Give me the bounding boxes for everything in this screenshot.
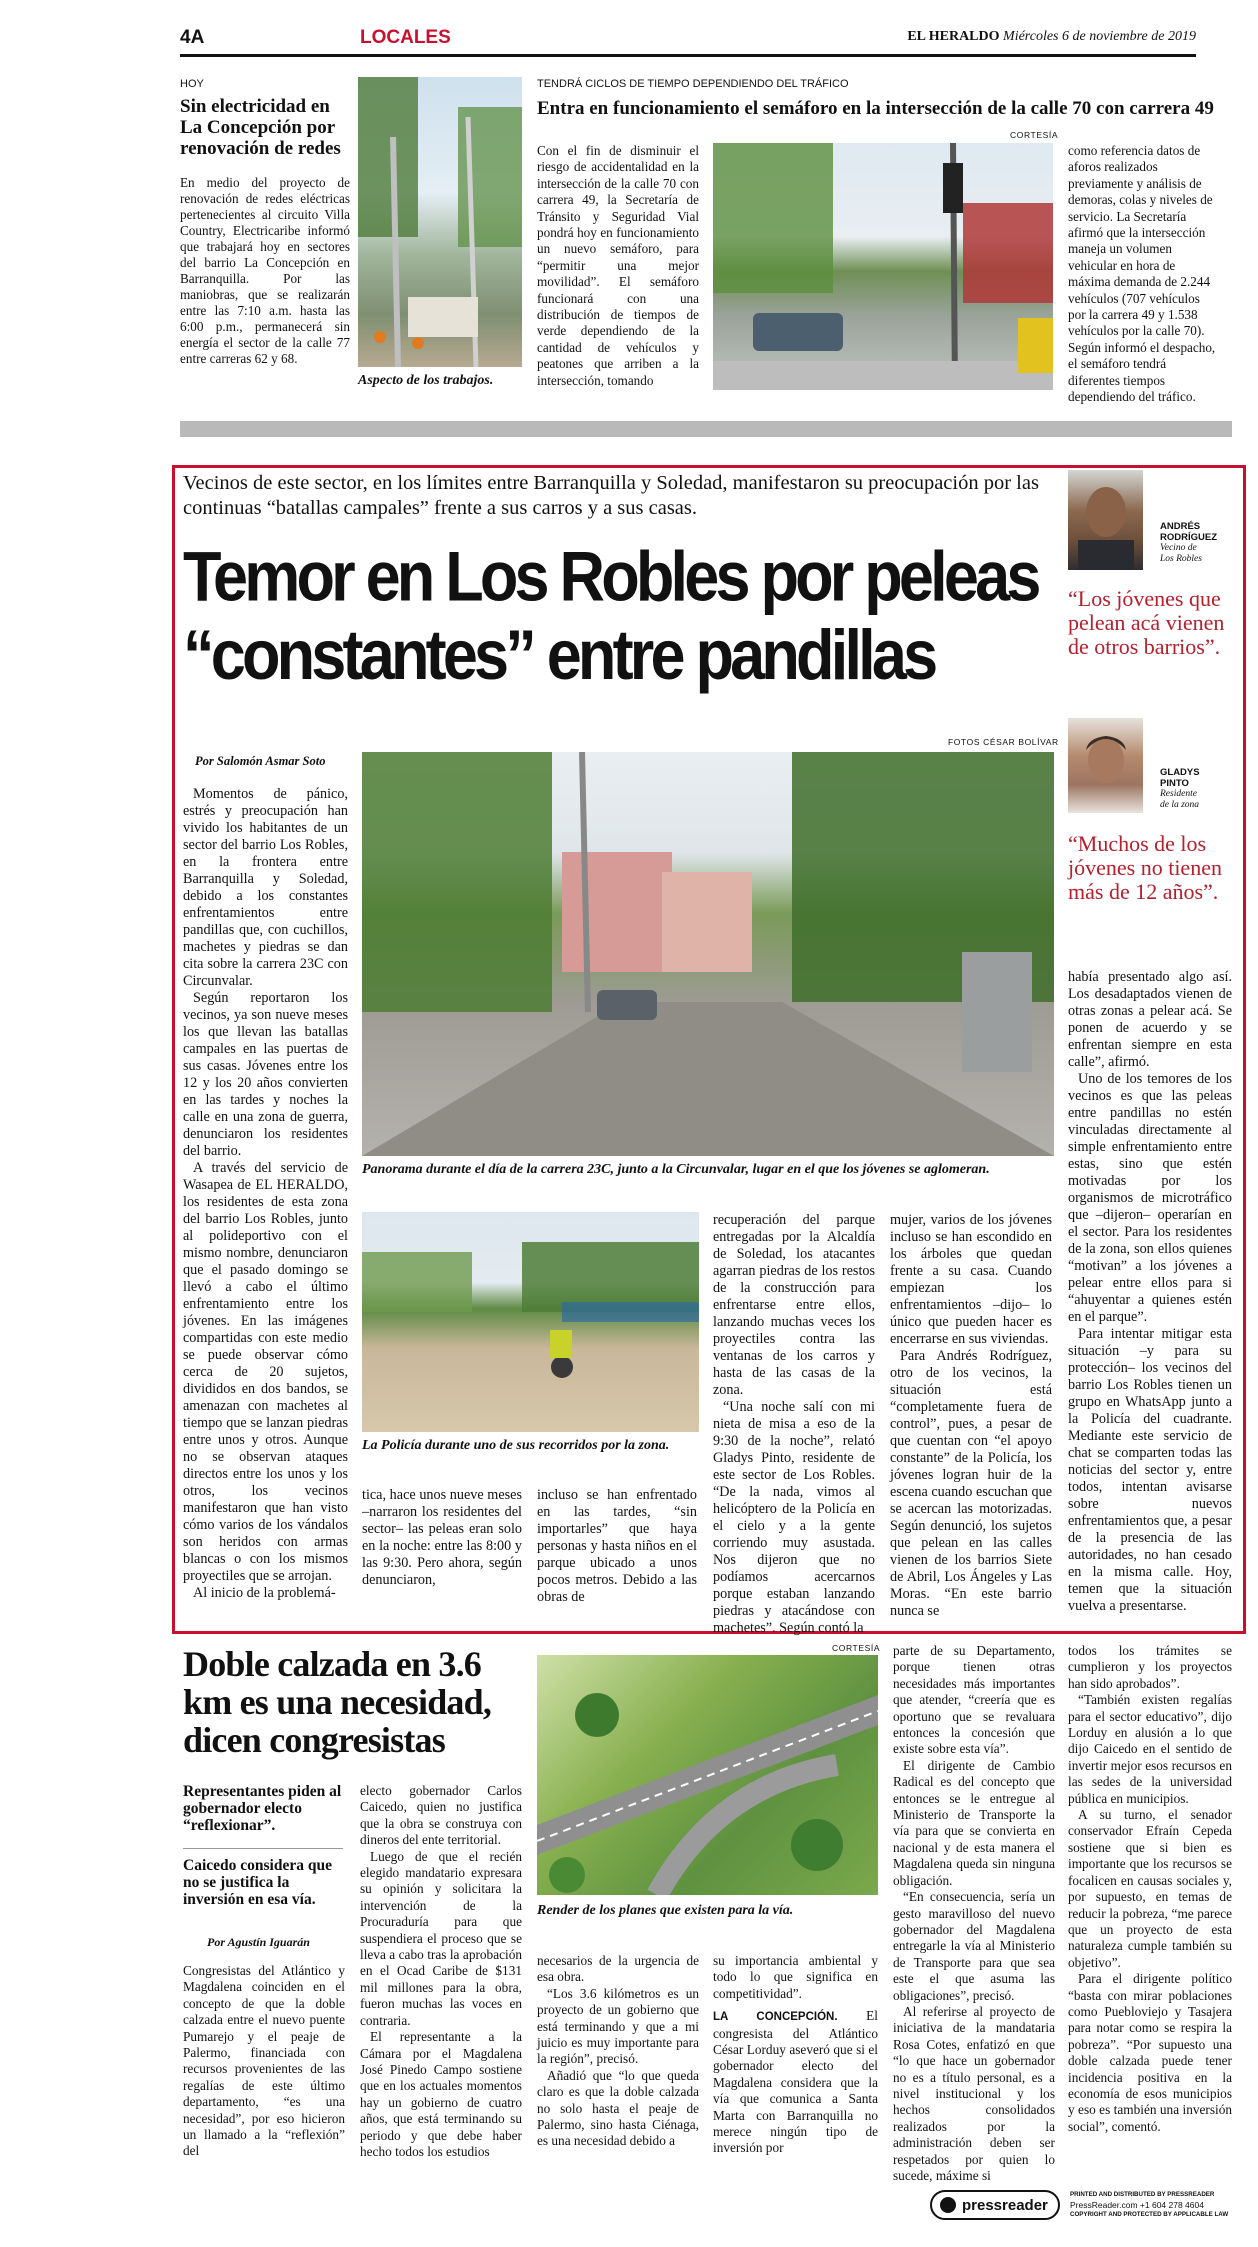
portrait-illustration <box>1068 718 1143 813</box>
main-headline-line2: “constantes” entre pandillas <box>183 616 935 695</box>
main-col4-p2: “Una noche salí con mi nieta de misa a eso de la 9:30 de la noche”, relató Gladys Pinto, residente de este sector de Los Robles. “De la nada, vimos al helicóptero de la Policía en el cielo y a la gente corriendo muy asustada. Nos dijeron que no podíamos acercarnos porque estaban lanzando piedras y atacándose con machetes”. Según contó la <box>713 1399 875 1636</box>
edition-date: Miércoles 6 de noviembre de 2019 <box>1003 29 1196 44</box>
bottom-photo-credit: CORTESÍA <box>832 1643 881 1653</box>
main-col6-p2: Uno de los temores de los vecinos es que las peleas entre pandillas no estén vinculadas directamente al simple enfrentamiento entre estas, sino que estén motivadas por los organismos de microtráfico que –dijeron– operarían en el sector. Para los residentes de la zona, son ellos quienes “motivan” a los jóvenes a pelear entre ellos para si “ahuyentar a quienes estén en el parque”. <box>1068 1071 1232 1325</box>
main-col6-p1: había presentado algo así. Los desadaptados vienen de otras zonas a pelear acá. Se ponen de acuerdo y se enfrentan siempre en esta calle”, afirmó. <box>1068 969 1232 1070</box>
road-render-photo <box>537 1655 878 1895</box>
story-power-kicker: HOY <box>180 78 204 90</box>
quote1-role-line2: Los Robles <box>1160 554 1202 564</box>
bottom-col6 <box>1068 1643 1232 2135</box>
bottom-col1 <box>183 1963 345 2160</box>
bottom-story-headline: Doble calzada en 3.6 km es una necesidad, dicen congresistas <box>183 1644 492 1760</box>
bottom-byline: Por Agustín Iguarán <box>207 1935 310 1949</box>
main-col2 <box>362 1487 522 1589</box>
pressreader-line1: PRINTED AND DISTRIBUTED BY PRESSREADER <box>1070 2191 1215 2198</box>
main-col4-p1: recuperación del parque entregadas por la Alcaldía de Soledad, los atacantes agarran piedras de los restos de la construcción para enfrentarse entre ellos, lanzando muchas veces los proyectiles contra las ventanas de los carros y hasta de las casas de la zona. <box>713 1212 875 1398</box>
quote2-name-line2: PINTO <box>1160 778 1189 789</box>
story-power-headline: Sin electricidad en La Concepción por renovación de redes <box>180 96 341 159</box>
quote2-role-line2: de la zona <box>1160 800 1200 810</box>
pressreader-icon <box>940 2197 956 2213</box>
power-works-illustration <box>358 77 522 367</box>
street-scene-illustration <box>362 752 1054 1156</box>
main-col5-p1: mujer, varios de los jóvenes incluso se han escondido en los árboles que quedan frente a su casa. Cuando empiezan los enfrentamientos –dijo– lo único que pueden hacer es encerrarse en sus viviendas. <box>890 1212 1052 1347</box>
police-photo <box>362 1212 699 1432</box>
main-headline-line1: Temor en Los Robles por peleas <box>183 538 1038 617</box>
bottom-col3-p3: Añadió que “lo que queda claro es que la doble calzada no solo hasta el peaje de Palermo, sino hasta Ciénaga, es una necesidad debido a <box>537 2067 699 2149</box>
bottom-col6-p2: “También existen regalías para el sector educativo”, dijo Lorduy en alusión a lo que dijo Caicedo en el sentido de invertir mejor esos recursos en las sedes de la universidad pública en municipios. <box>1068 1692 1232 1806</box>
police-patrol-illustration <box>362 1212 699 1432</box>
main-col1-p3: A través del servicio de Wasapea de EL HERALDO, los residentes de esta zona del barrio Los Robles, junto al polideportivo con el mismo nombre, denunciaron que el pasado domingo se llevó a cabo el último enfrentamiento entre los jóvenes. En las imágenes compartidas con este medio se puede observar cómo cerca de 20 sujetos, divididos en dos bandos, se amenazan con machetes al tiempo que se lanzan piedras entre unos y otros. Aunque no se observan ataques directos entre los unos y los otros, los vecinos manifestaron que han visto cómo varios de los vándalos son heridos con armas blancas o con los mismos proyectiles que se arrojan. <box>183 1160 348 1584</box>
story-semaforo-credit: CORTESÍA <box>1010 130 1059 140</box>
portrait-illustration <box>1068 470 1143 570</box>
story-semaforo-photo <box>713 143 1053 390</box>
bottom-col4-p2-wrap <box>713 2008 878 2157</box>
quote1-name-line2: RODRÍGUEZ <box>1160 532 1217 543</box>
bottom-col3 <box>537 1953 699 2150</box>
main-col1-p4: Al inicio de la problemá- <box>193 1585 336 1601</box>
main-col1-p2: Según reportaron los vecinos, ya son nueve meses los que llevan las batallas campales en las puertas de sus casas. Jóvenes entre los 12 y los 20 años convierten en las tardes y noches la calle en una zona de guerra, denunciaron los residentes del barrio. <box>183 990 348 1159</box>
story-power-photo <box>358 77 522 367</box>
story-power-caption: Aspecto de los trabajos. <box>358 373 494 388</box>
quote2-attribution <box>1160 767 1240 811</box>
story-semaforo-col2: como referencia datos de aforos realizados previamente y análisis de demoras, colas y niveles de servicio. La Secretaría afirmó que la intersección maneja un volumen vehicular en hora de máxima demanda de 2.244 vehículos (707 vehículos por la carrera 49 y 1.538 vehículos por la calle 70). Según informó el despacho, el semáforo tendrá diferentes tiempos dependiendo del tráfico. <box>1068 143 1216 405</box>
bottom-subhead-2: Caicedo considera que no se justifica la inversión en esa vía. <box>183 1857 332 1908</box>
story-semaforo-headline: Entra en funcionamiento el semáforo en la intersección de la calle 70 con carrera 49 <box>537 98 1214 119</box>
main-photo-caption: Panorama durante el día de la carrera 23C, junto a la Circunvalar, lugar en el que los jóvenes se aglomeran. <box>362 1162 990 1177</box>
main-col2-p1: tica, hace unos nueve meses –narraron los residentes del sector– las peleas eran solo en la noche: entre las 8:00 y las 9:30. Pero ahora, según denunciaron, <box>362 1487 522 1588</box>
paper-name: EL HERALDO <box>907 29 1000 44</box>
main-photo-credit: FOTOS CÉSAR BOLÍVAR <box>948 737 1059 747</box>
road-render-illustration <box>537 1655 878 1895</box>
bottom-col5 <box>893 1643 1055 2184</box>
pressreader-notice <box>1070 2190 1235 2220</box>
main-col3 <box>537 1487 697 1606</box>
quote1-name-line1: ANDRÉS <box>1160 521 1201 532</box>
bottom-col6-p3: A su turno, el senador conservador Efraín Cepeda sostiene que si bien es importante que los recursos se focalicen en causas sociales y, por supuesto, en temas de reducir la pobreza, “me parece que un proyecto de esta naturaleza cumple también su objetivo”. <box>1068 1807 1232 1970</box>
main-col4 <box>713 1212 875 1637</box>
main-byline: Por Salomón Asmar Soto <box>195 754 326 768</box>
bottom-col6-p4: Para el dirigente político “basta con mirar poblaciones como Puebloviejo y Tasajera para notar como se respira la pobreza”. “Por supuesto una doble calzada puede tener incidencia positiva en la economía de esos municipios y eso es también una inversión social”, comentó. <box>1068 1971 1232 2134</box>
bottom-col4-lead: LA CONCEPCIÓN. <box>713 2011 838 2024</box>
bottom-col6-p1: todos los trámites se cumplieron y los proyectos han sido aprobados”. <box>1068 1643 1232 1691</box>
main-col6-p3: Para intentar mitigar esta situación –y para su protección– los vecinos del barrio Los Robles tienen un grupo en WhatsApp junto a la Policía del cuadrante. Mediante este servicio de chat se comparten todas las noticias del sector y, entre todos, intentan avisarse sobre nuevos enfrentamientos que, a pesar de la presencia de las autoridades, no han cesado en la misma calle. Hoy, temen que la situación vuelva a presentarse. <box>1068 1326 1232 1614</box>
quote2-role-line1: Residente <box>1160 789 1197 799</box>
story-semaforo-kicker: TENDRÁ CICLOS DE TIEMPO DEPENDIENDO DEL TRÁFICO <box>537 78 849 90</box>
main-col5-p2: Para Andrés Rodríguez, otro de los vecinos, la situación está “completamente fuera de control”, pues, a pesar de que cuentan con “el apoyo constante” de la Policía, los jóvenes logran huir de la escena cuando escuchan que se acercan las motorizadas. Según denunció, los sujetos que pelean en las calles vienen de los barrios Siete de Abril, Los Ángeles y Las Moras. “En este barrio nunca se <box>890 1348 1052 1619</box>
bottom-col2-p1: electo gobernador Carlos Caicedo, quien no justifica que la obra se construya con dineros del ente territorial. <box>360 1783 522 1848</box>
pressreader-line3: COPYRIGHT AND PROTECTED BY APPLICABLE LAW <box>1070 2211 1229 2218</box>
main-col6 <box>1068 969 1232 1615</box>
masthead-paper-date <box>907 29 1196 45</box>
bottom-subhead-1: Representantes piden al gobernador electo “reflexionar”. <box>183 1783 342 1834</box>
bottom-subhead-divider <box>183 1848 343 1849</box>
main-photo <box>362 752 1054 1156</box>
main-story-headline <box>183 538 1043 695</box>
main-story-deck: Vecinos de este sector, en los límites entre Barranquilla y Soledad, manifestaron su preocupación por las continuas “batallas campales” frente a sus carros y a sus casas. <box>183 472 1039 519</box>
story-semaforo-col1: Con el fin de disminuir el riesgo de accidentalidad en la intersección de la calle 70 con carrera 49, la Secretaría de Tránsito y Seguridad Vial pondrá hoy en funcionamiento un nuevo semáforo, para “permitir una mejor movilidad”. El semáforo funcionará con una distribución de tiempos de verde dependiendo de la cantidad de vehículos y peatones que arriben a la intersección, tomando <box>537 143 699 388</box>
quote2-name-line1: GLADYS <box>1160 767 1200 778</box>
bottom-col5-p2: El dirigente de Cambio Radical es del concepto que entonces se le entregue al Ministerio de Transporte la vía para que se convierta en nacional y de esta manera el Magdalena queda sin ninguna obligación. <box>893 1757 1055 1888</box>
pressreader-logo[interactable] <box>930 2190 1060 2220</box>
section-divider <box>180 421 1232 437</box>
quote1-attribution <box>1160 521 1240 565</box>
main-col3-p1: incluso se han enfrentado en las tardes, “sin importarles” que haya personas y hasta niños en el parque ubicado a unos pocos metros. Debido a las obras de <box>537 1487 697 1605</box>
section-name: LOCALES <box>360 27 451 48</box>
bottom-col2 <box>360 1783 522 2160</box>
police-photo-caption: La Policía durante uno de sus recorridos por la zona. <box>362 1438 670 1453</box>
quote1-role-line1: Vecino de <box>1160 543 1197 553</box>
road-render-caption: Render de los planes que existen para la vía. <box>537 1903 794 1918</box>
bottom-col5-p1: parte de su Departamento, porque tienen otras necesidades más importantes que atender, “creería que es oportuno que se revaluara entonces la concesión que existe sobre esta vía”. <box>893 1643 1055 1757</box>
bottom-col2-p2: Luego de que el recién elegido mandatario expresara su opinión y solicitara la intervención de la Procuraduría para que suspendiera el proceso que se lleva a cabo tras la aprobación en el Ocad Caribe de $131 mil millones para la obra, fueron muchas las voces en contraria. <box>360 1848 522 2028</box>
quote1-text: “Los jóvenes que pelean acá vienen de otros barrios”. <box>1068 586 1225 659</box>
andres-rodriguez-photo <box>1068 470 1143 570</box>
quote2-text: “Muchos de los jóvenes no tienen más de 12 años”. <box>1068 831 1222 904</box>
bottom-col5-p4: Al referirse al proyecto de iniciativa de la mandataria Rosa Cotes, enfatizó en que “lo que hace un gobernador no es a título personal, es a nivel institucional y los hechos consolidados realizados por la administración deben ser respetados por quien lo sucede, máxime si <box>893 2003 1055 2183</box>
bottom-col4 <box>713 1953 878 2157</box>
main-col1-p1: Momentos de pánico, estrés y preocupación han vivido los habitantes de un sector del barrio Los Robles, en la frontera entre Barranquilla y Soledad, debido a los constantes enfrentamientos entre pandillas que, con cuchillos, machetes y piedras se dan cita sobre la carrera 23C con Circunvalar. <box>183 786 348 989</box>
bottom-col4-p2: El congresista del Atlántico César Lorduy aseveró que si el gobernador electo del Magdalena considera que la vía que comunica a Santa Marta con Barranquilla no merece ningún tipo de inversión por <box>713 2008 878 2156</box>
bottom-col5-p3: “En consecuencia, sería un gesto maravilloso del nuevo gobernador del Magdalena entregarle la vía al Ministerio de Transporte para que sea este el que asuma las obligaciones”, precisó. <box>893 1889 1055 2003</box>
bottom-col1-p1: Congresistas del Atlántico y Magdalena coinciden en el concepto de que la doble calzada entre el nuevo puente Pumarejo y el peaje de Palermo, financiada con recursos provenientes de las regalías de este último departamento, “es una necesidad”, por eso hicieron un llamado a la “reflexión” del <box>183 1963 345 2159</box>
pressreader-line2: PressReader.com +1 604 278 4604 <box>1070 2200 1204 2210</box>
main-col1 <box>183 786 348 1602</box>
traffic-light-illustration <box>713 143 1053 390</box>
gladys-pinto-photo <box>1068 718 1143 813</box>
bottom-col4-p1: su importancia ambiental y todo lo que significa en competitividad”. <box>713 1953 878 2001</box>
page-number: 4A <box>180 27 205 48</box>
main-col5 <box>890 1212 1052 1620</box>
bottom-col3-p1: necesarios de la urgencia de esa obra. <box>537 1953 699 1985</box>
bottom-col3-p2: “Los 3.6 kilómetros es un proyecto de un gobierno que está terminando y que a mi juicio es muy importante para la región”, precisó. <box>537 1985 699 2067</box>
story-power-body: En medio del proyecto de renovación de redes eléctricas pertenecientes al circuito Villa Country, Electricaribe informó que trabajará hoy en sectores del barrio La Concepción en Barranquilla. Por las maniobras, que se realizarán entre las 7:10 a.m. hasta las 6:00 p.m., permanecerá sin energía el sector de la calle 77 entre carreras 62 y 68. <box>180 175 350 366</box>
masthead-rule <box>180 54 1196 57</box>
bottom-col2-p3: El representante a la Cámara por el Magdalena José Pinedo Campo sostiene que en los actuales momentos hay un gobierno de cuatro años, que está terminando su periodo y que debe haber hecho todos los estudios <box>360 2029 522 2159</box>
pressreader-brand: pressreader <box>962 2196 1048 2214</box>
